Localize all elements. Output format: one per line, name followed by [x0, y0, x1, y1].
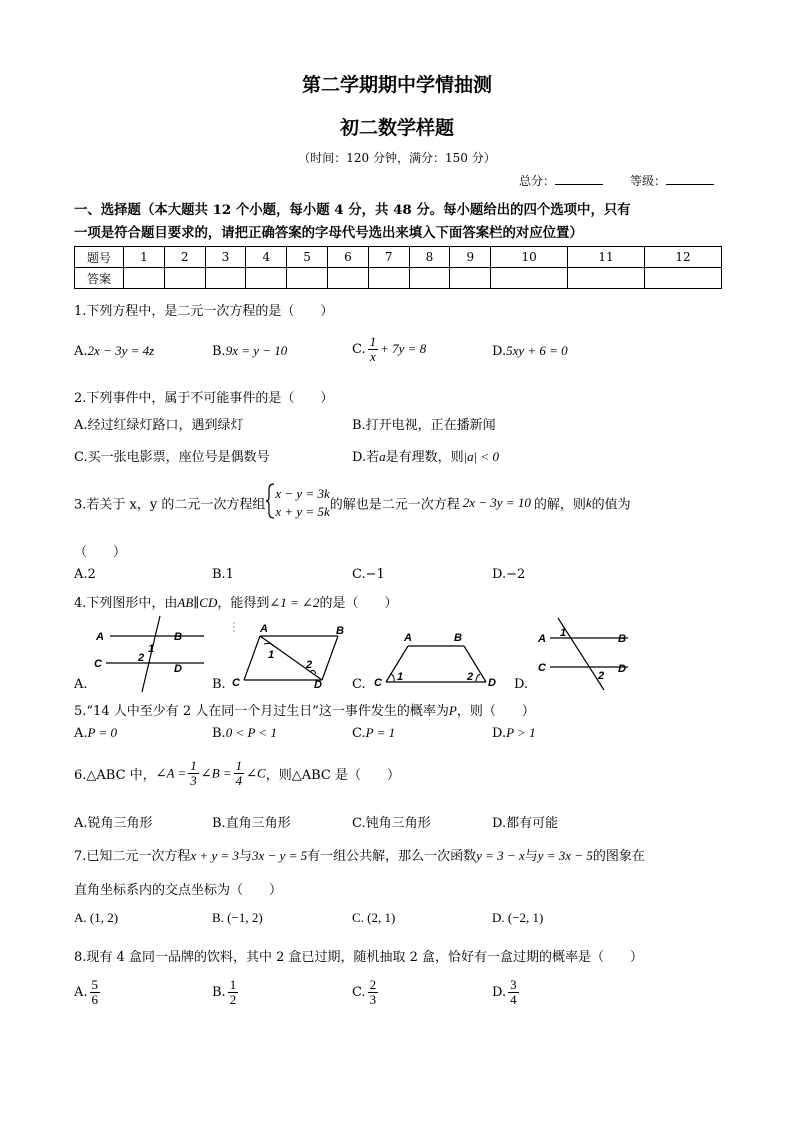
brace-icon — [265, 483, 275, 519]
q7-option-d[interactable]: D. (−2, 1) — [492, 910, 544, 925]
q4-option-d[interactable]: D. — [514, 677, 529, 692]
section-heading-line1: 一、选择题（本大题共 12 个小题，每小题 4 分，共 48 分。每小题给出的四个选项中，只有 — [74, 202, 631, 218]
q1-option-c[interactable]: C. $\frac{1}{x}$ + 7y = 8 — [352, 334, 427, 364]
label-c: C — [232, 677, 240, 689]
total-label: 总分： — [519, 174, 556, 188]
q8-stem: 8.现有 4 盒同一品牌的饮料，其中 2 盒已过期，随机抽取 2 盒，恰好有一盒过期的概率是（ ） — [74, 950, 644, 965]
table-cell: 9 — [450, 247, 491, 268]
q3-option-d[interactable]: D.−2 — [492, 567, 526, 582]
q1-option-d[interactable]: D.5xy + 6 = 0 — [492, 343, 568, 359]
table-cell: 4 — [246, 247, 287, 268]
q6-option-b[interactable]: B.直角三角形 — [212, 816, 291, 831]
table-row — [75, 247, 722, 268]
q2-option-b[interactable]: B.打开电视，正在播新闻 — [352, 418, 496, 433]
q7-option-c[interactable]: C. (2, 1) — [352, 910, 396, 925]
table-cell: 2 — [164, 247, 205, 268]
angle-2-label: 2 — [306, 659, 313, 671]
q4-figure-d — [532, 616, 632, 692]
table-row — [75, 268, 722, 289]
grade-blank[interactable] — [666, 172, 714, 185]
q4-option-b[interactable]: B. — [212, 677, 226, 692]
section-heading-line2: 一项是符合题目要求的，请把正确答案的字母代号选出来填入下面答案栏的对应位置） — [74, 225, 583, 241]
q8-option-b[interactable]: B. $\frac{1}{2}$ — [212, 977, 237, 1007]
table-cell: 1 — [124, 247, 165, 268]
q4-figure-a — [88, 614, 210, 694]
table-cell: 10 — [491, 247, 568, 268]
label-b: B — [174, 631, 182, 643]
label-d: D — [618, 663, 626, 675]
q2-option-d[interactable]: D.若a是有理数，则|a| < 0 — [352, 449, 500, 465]
answer-cell[interactable] — [368, 268, 409, 289]
angle-2-label: 2 — [138, 652, 145, 664]
angle-1-label: 1 — [397, 671, 404, 683]
q5-option-b[interactable]: B.0 < P < 1 — [212, 725, 277, 741]
table-cell: 12 — [644, 247, 721, 268]
q3-stem: 3.若关于 x，y 的二元一次方程组 x − y = 3k x + y = 5k 的解也是二元一次方程 2x − 3y = 10 的解，则k的值为 — [74, 483, 631, 523]
table-cell: 11 — [568, 247, 645, 268]
angle-1-label: 1 — [560, 627, 567, 639]
answer-cell[interactable] — [205, 268, 246, 289]
row-label-answer: 答案 — [75, 268, 124, 289]
answer-cell[interactable] — [287, 268, 328, 289]
label-c: C — [538, 662, 546, 674]
q4-option-a[interactable]: A. — [74, 677, 88, 692]
q1-option-a[interactable]: A.2x − 3y = 4z — [74, 343, 155, 359]
q7-option-b[interactable]: B. (−1, 2) — [212, 910, 263, 925]
q3-paren: （ ） — [74, 545, 127, 560]
answer-cell[interactable] — [644, 268, 721, 289]
q6-option-c[interactable]: C.钝角三角形 — [352, 816, 431, 831]
label-b: B — [336, 625, 344, 637]
q2-option-a[interactable]: A.经过红绿灯路口，遇到绿灯 — [74, 418, 244, 433]
q6-option-d[interactable]: D.都有可能 — [492, 816, 559, 831]
q8-option-d[interactable]: D. $\frac{3}{4}$ — [492, 977, 517, 1007]
q4-figure-c — [370, 628, 505, 692]
time-info: （时间：120 分钟，满分：150 分） — [298, 151, 496, 165]
answer-cell[interactable] — [246, 268, 287, 289]
total-score-field — [519, 172, 603, 189]
q5-option-c[interactable]: C.P = 1 — [352, 725, 396, 741]
grade-field — [630, 172, 714, 189]
q7-option-a[interactable]: A. (1, 2) — [74, 910, 119, 925]
label-a: A — [538, 633, 546, 645]
q4-stem: 4.下列图形中，由AB∥CD，能得到∠1 = ∠2的是（ ） — [74, 595, 398, 611]
equation-system — [265, 483, 275, 523]
answer-cell[interactable] — [568, 268, 645, 289]
label-c: C — [94, 658, 102, 670]
q6-stem: 6.△ABC 中，∠A = $\frac{1}{3}$ ∠B = $\frac{1}{4}$ ∠C，则△ABC 是（ ） — [74, 758, 400, 788]
row-label-number: 题号 — [75, 247, 124, 268]
table-cell: 5 — [287, 247, 328, 268]
q3-option-c[interactable]: C.−1 — [352, 567, 385, 582]
q5-option-a[interactable]: A.P = 0 — [74, 725, 118, 741]
answer-table — [74, 246, 722, 289]
grade-label: 等级： — [630, 174, 667, 188]
table-cell: 7 — [368, 247, 409, 268]
q1-stem: 1.下列方程中，是二元一次方程的是（ ） — [74, 304, 334, 319]
angle-1-label: 1 — [268, 649, 275, 661]
q4-figure-b — [226, 622, 356, 692]
table-cell: 8 — [409, 247, 450, 268]
label-d: D — [314, 679, 322, 691]
q3-option-b[interactable]: B.1 — [212, 567, 234, 582]
answer-cell[interactable] — [124, 268, 165, 289]
answer-cell[interactable] — [450, 268, 491, 289]
q8-option-c[interactable]: C. $\frac{2}{3}$ — [352, 977, 377, 1007]
table-cell: 3 — [205, 247, 246, 268]
q5-option-d[interactable]: D.P > 1 — [492, 725, 536, 741]
answer-cell[interactable] — [409, 268, 450, 289]
answer-cell[interactable] — [164, 268, 205, 289]
exam-title: 第二学期期中学情抽测 — [301, 74, 492, 96]
q4-option-c[interactable]: C. — [352, 677, 366, 692]
label-c: C — [374, 677, 382, 689]
q8-option-a[interactable]: A. $\frac{5}{6}$ — [74, 977, 99, 1007]
q6-option-a[interactable]: A.锐角三角形 — [74, 816, 153, 831]
q3-option-a[interactable]: A.2 — [74, 567, 96, 582]
answer-cell[interactable] — [327, 268, 368, 289]
q7-stem-line2: 直角坐标系内的交点坐标为（ ） — [74, 883, 283, 898]
q2-stem: 2.下列事件中，属于不可能事件的是（ ） — [74, 391, 334, 406]
q1-option-b[interactable]: B.9x = y − 10 — [212, 343, 288, 359]
q7-stem-line1: 7.已知二元一次方程x + y = 3与3x − y = 5有一组公共解，那么一次函数y = 3 − x与y = 3x − 5的图象在 — [74, 848, 645, 864]
exam-subtitle: 初二数学样题 — [339, 117, 454, 139]
label-a: A — [260, 623, 268, 635]
q5-stem: 5.“14 人中至少有 2 人在同一个月过生日”这一事件发生的概率为P，则（ ） — [74, 703, 535, 719]
label-a: A — [96, 631, 104, 643]
angle-1-label: 1 — [148, 643, 155, 655]
q2-option-c[interactable]: C.买一张电影票，座位号是偶数号 — [74, 450, 270, 465]
label-d: D — [174, 663, 182, 675]
angle-2-label: 2 — [467, 671, 474, 683]
label-d: D — [488, 677, 496, 689]
label-a: A — [404, 632, 412, 644]
total-blank[interactable] — [555, 172, 603, 185]
label-b: B — [454, 632, 462, 644]
angle-2-label: 2 — [598, 670, 605, 682]
answer-cell[interactable] — [491, 268, 568, 289]
label-b: B — [618, 633, 626, 645]
table-cell: 6 — [327, 247, 368, 268]
